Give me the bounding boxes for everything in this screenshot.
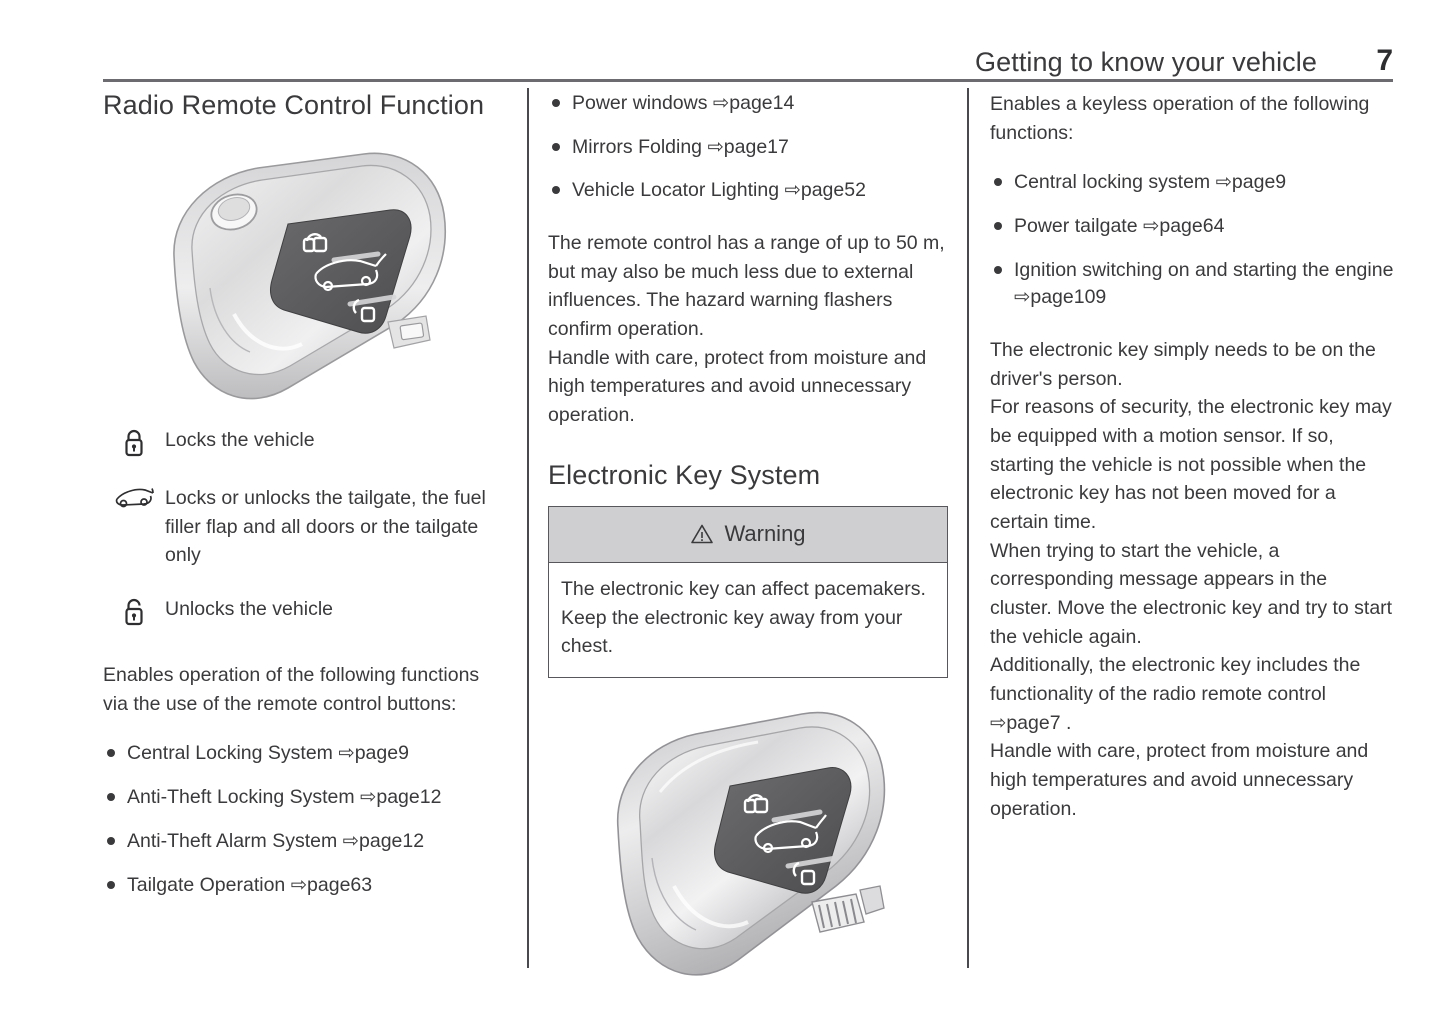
page-number: 7 <box>1376 44 1393 77</box>
list-item-label: Power tailgate <box>1014 215 1138 237</box>
list-item <box>990 169 1394 197</box>
list-item <box>990 257 1394 312</box>
list-item-ref[interactable]: page14 <box>729 92 795 114</box>
list-item-label: Tailgate Operation <box>127 873 286 896</box>
list-item <box>103 740 503 768</box>
warning-body <box>549 563 947 677</box>
list-item-ref[interactable]: page63 <box>307 873 373 896</box>
electronic-key-description <box>990 336 1394 823</box>
bullet-dot <box>552 143 560 151</box>
paragraph: Handle with care, protect from moisture and high temperatures and avoid unnecessary operation. <box>990 740 1369 820</box>
legend-row <box>103 426 503 458</box>
paragraph: Additionally, the electronic key includes the functionality of the radio remote control ⇨page7 . <box>990 654 1361 734</box>
left-column <box>103 86 503 899</box>
list-item-label: Anti-Theft Locking System <box>127 786 355 809</box>
keyless-functions-list <box>990 169 1394 312</box>
legend-row <box>103 484 503 569</box>
bullet-dot <box>107 793 115 801</box>
column-divider-right <box>967 88 969 968</box>
page-ref-arrow-icon: ⇨ <box>707 135 724 158</box>
warning-line: The electronic key can affect pacemakers. <box>561 577 926 600</box>
legend-label: Locks or unlocks the tailgate, the fuel filler flap and all doors or the tailgate only <box>165 487 486 566</box>
page-ref-arrow-icon: ⇨ <box>360 786 377 809</box>
list-item <box>548 134 948 162</box>
list-item <box>103 828 503 856</box>
list-item-label: Anti-Theft Alarm System <box>127 829 338 852</box>
section-title-radio-remote: Radio Remote Control Function <box>103 90 485 120</box>
remote-functions-list-continued <box>548 90 948 205</box>
bullet-dot <box>994 266 1002 274</box>
paragraph: The electronic key simply needs to be on the driver's person. <box>990 339 1376 390</box>
list-item-label: Ignition switching on and starting the engine <box>1014 258 1394 281</box>
remote-functions-list <box>103 740 503 899</box>
list-item-ref[interactable]: page109 <box>1030 286 1107 309</box>
legend-row <box>103 595 503 627</box>
list-item <box>103 872 503 900</box>
paragraph: Handle with care, protect from moisture and high temperatures and avoid unnecessary operation. <box>548 346 927 426</box>
section-title-electronic-key: Electronic Key System <box>548 459 821 490</box>
warning-box <box>548 506 948 678</box>
warning-triangle-icon <box>690 523 714 545</box>
list-item-label: Mirrors Folding <box>572 135 703 158</box>
remote-functions-intro: Enables operation of the following functions via the use of the remote control buttons: <box>103 664 480 715</box>
bullet-dot <box>107 837 115 845</box>
list-item-label: Central Locking System <box>127 742 333 765</box>
list-item <box>548 177 948 205</box>
list-item <box>990 213 1394 241</box>
paragraph: The remote control has a range of up to 50 m, but may also be much less due to external influences. The hazard warning flashers confirm operation. <box>548 232 945 341</box>
key-button-legend <box>103 426 503 627</box>
paragraph: For reasons of security, the electronic key may be equipped with a motion sensor. If so, starting the vehicle is not possible when the electronic key has not been moved for a certain time. <box>990 396 1392 533</box>
legend-label: Locks the vehicle <box>165 429 315 452</box>
warning-header <box>549 507 947 563</box>
figure-electronic-smart-key <box>548 700 948 980</box>
page-ref-arrow-icon: ⇨ <box>784 179 801 202</box>
list-item-label: Central locking system <box>1014 171 1211 194</box>
page-ref-arrow-icon: ⇨ <box>290 873 308 896</box>
list-item-label: Power windows <box>572 92 708 114</box>
page-ref-arrow-icon: ⇨ <box>342 829 359 852</box>
page-ref-arrow-icon: ⇨ <box>1143 215 1160 237</box>
list-item-ref[interactable]: page9 <box>354 742 409 765</box>
page-ref-arrow-icon: ⇨ <box>1215 171 1232 194</box>
keyless-intro: Enables a keyless operation of the following functions: <box>990 93 1370 144</box>
paragraph: When trying to start the vehicle, a corresponding message appears in the cluster. Move the electronic key and try to start the vehicle again. <box>990 539 1393 648</box>
bullet-dot <box>552 99 560 107</box>
bullet-dot <box>107 881 115 889</box>
bullet-dot <box>552 186 560 194</box>
column-divider-left <box>527 88 529 968</box>
list-item <box>103 784 503 812</box>
lock-closed-icon <box>103 426 165 458</box>
legend-label: Unlocks the vehicle <box>165 598 333 621</box>
page-header <box>103 38 1393 82</box>
page-ref-arrow-icon: ⇨ <box>1014 286 1031 309</box>
list-item-ref[interactable]: page12 <box>376 786 442 809</box>
page-ref-arrow-icon: ⇨ <box>712 92 730 114</box>
list-item-ref[interactable]: page52 <box>800 179 866 202</box>
list-item-ref[interactable]: page17 <box>723 135 789 158</box>
bullet-dot <box>107 749 115 757</box>
list-item-ref[interactable]: page64 <box>1159 215 1225 237</box>
figure-radio-remote-key <box>103 138 503 408</box>
right-column <box>990 86 1394 823</box>
page-ref-arrow-icon: ⇨ <box>338 742 355 765</box>
bullet-dot <box>994 178 1002 186</box>
warning-title: Warning <box>724 521 806 547</box>
list-item-ref[interactable]: page9 <box>1231 171 1287 194</box>
lock-open-icon <box>103 595 165 627</box>
page-title: Getting to know your vehicle <box>975 47 1317 77</box>
remote-range-text <box>548 229 948 430</box>
car-tailgate-icon <box>103 484 165 510</box>
middle-column <box>548 86 948 980</box>
list-item <box>548 90 948 118</box>
list-item-ref[interactable]: page12 <box>359 829 425 852</box>
list-item-label: Vehicle Locator Lighting <box>572 179 780 202</box>
bullet-dot <box>994 222 1002 230</box>
warning-line: Keep the electronic key away from your chest. <box>561 606 903 658</box>
